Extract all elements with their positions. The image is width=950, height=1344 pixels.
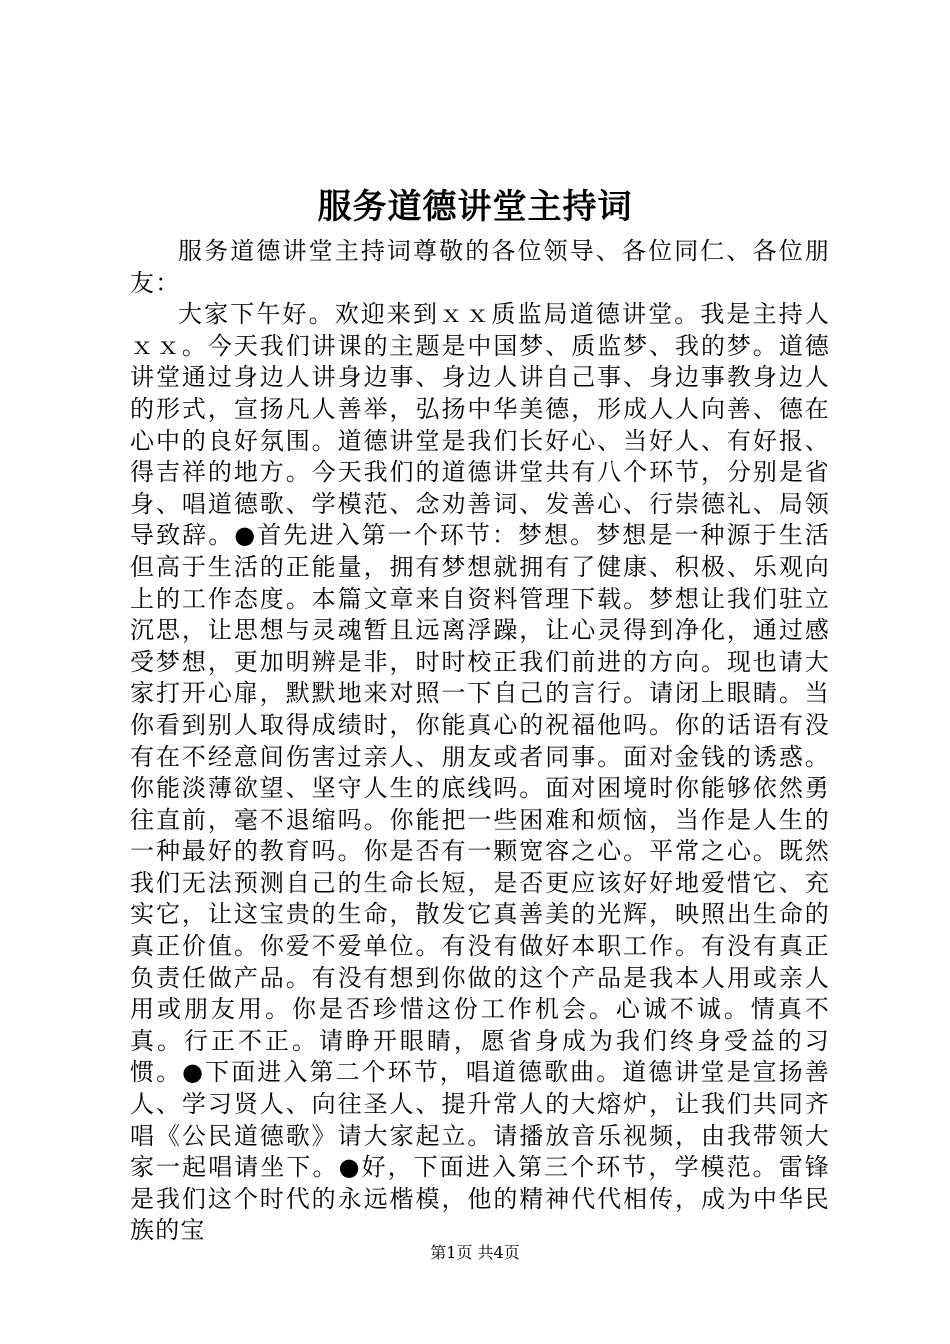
document-body bbox=[130, 236, 830, 1247]
paragraph-main: 大家下午好。欢迎来到ｘｘ质监局道德讲堂。我是主持人ｘｘ。今天我们讲课的主题是中国梦、质监梦、我的梦。道德讲堂通过身边人讲身边事、身边人讲自己事、身边事教身边人的形式，宣扬凡人善举，弘扬中华美德，形成人人向善、德在心中的良好氛围。道德讲堂是我们长好心、当好人、有好报、得吉祥的地方。今天我们的道德讲堂共有八个环节，分别是省身、唱道德歌、学模范、念劝善词、发善心、行崇德礼、局领导致辞。●首先进入第一个环节：梦想。梦想是一种源于生活但高于生活的正能量，拥有梦想就拥有了健康、积极、乐观向上的工作态度。本篇文章来自资料管理下载。梦想让我们驻立沉思，让思想与灵魂暂且远离浮躁，让心灵得到净化，通过感受梦想，更加明辨是非，时时校正我们前进的方向。现也请大家打开心扉，默默地来对照一下自己的言行。请闭上眼睛。当你看到别人取得成绩时，你能真心的祝福他吗。你的话语有没有在不经意间伤害过亲人、朋友或者同事。面对金钱的诱惑。你能淡薄欲望、坚守人生的底线吗。面对困境时你能够依然勇往直前，毫不退缩吗。你能把一些困难和烦恼，当作是人生的一种最好的教育吗。你是否有一颗宽容之心。平常之心。既然我们无法预测自己的生命长短，是否更应该好好地爱惜它、充实它，让这宝贵的生命，散发它真善美的光辉，映照出生命的真正价值。你爱不爱单位。有没有做好本职工作。有没有真正负责任做产品。有没有想到你做的这个产品是我本人用或亲人用或朋友用。你是否珍惜这份工作机会。心诚不诚。情真不真。行正不正。请睁开眼睛，愿省身成为我们终身受益的习惯。●下面进入第二个环节，唱道德歌曲。道德讲堂是宣扬善人、学习贤人、向往圣人、提升常人的大熔炉，让我们共同齐唱《公民道德歌》请大家起立。请播放音乐视频，由我带领大家一起唱请坐下。●好，下面进入第三个环节，学模范。雷锋是我们这个时代的永远楷模，他的精神代代相传，成为中华民族的宝 bbox=[130, 300, 830, 1245]
page-number-footer: 第1页 共4页 bbox=[430, 1243, 520, 1262]
paragraph-salutation: 服务道德讲堂主持词尊敬的各位领导、各位同仁、各位朋友： bbox=[130, 237, 830, 297]
document-title: 服务道德讲堂主持词 bbox=[317, 187, 633, 227]
